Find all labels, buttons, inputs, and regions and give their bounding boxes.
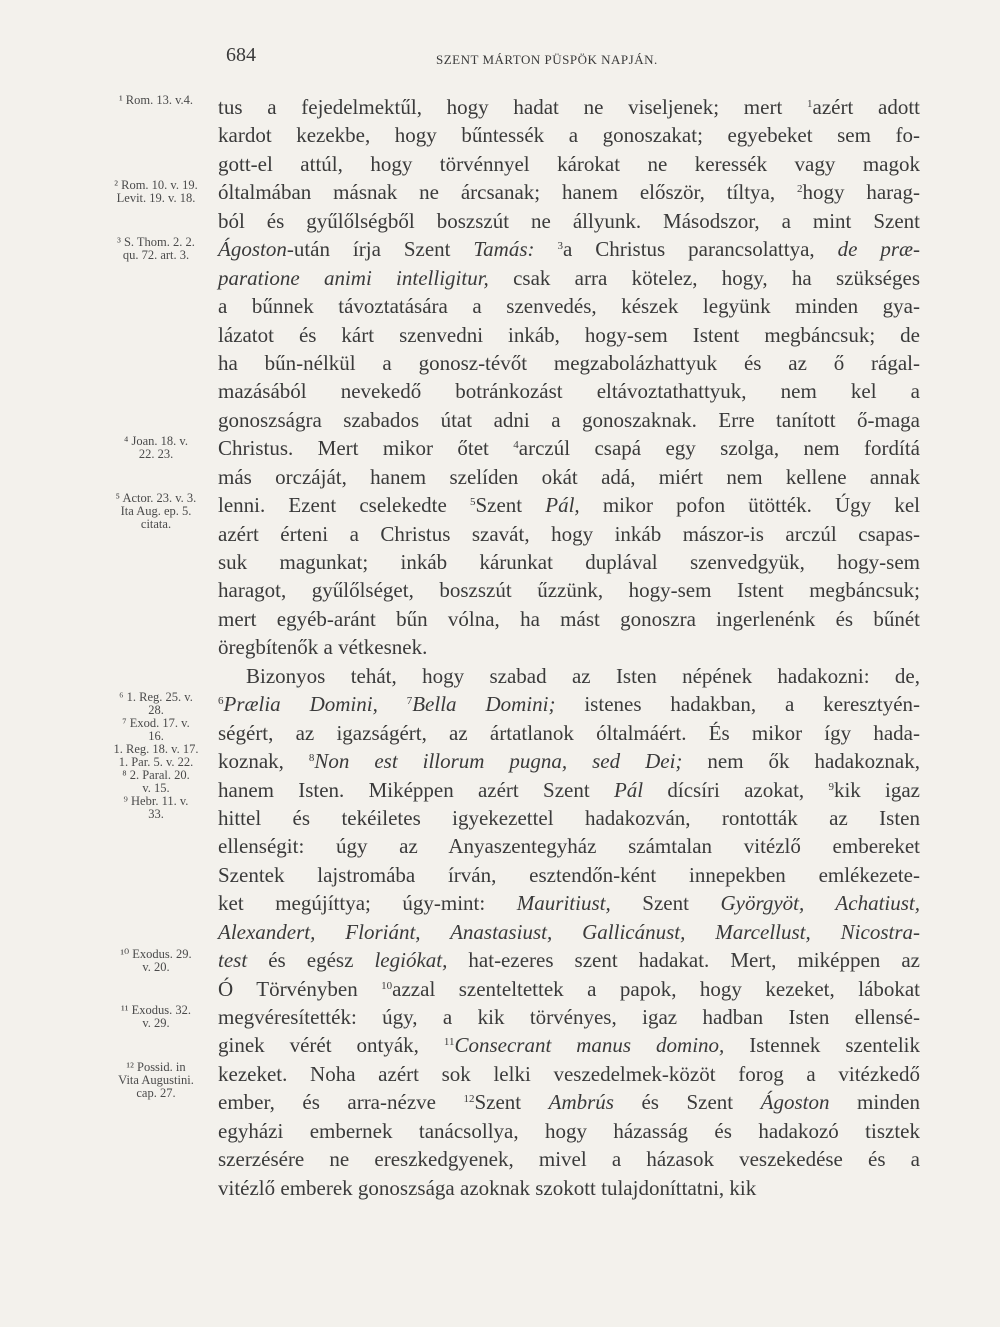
footnote-marker: 1 — [807, 98, 813, 110]
text-segment: és Szent — [613, 1090, 761, 1115]
text-line — [218, 690, 920, 718]
text-line — [218, 633, 920, 661]
margin-note-line: ¹² Possid. in — [126, 1060, 186, 1075]
italic-text: Consecrant manus domino, — [454, 1033, 725, 1058]
body-text — [218, 93, 920, 1202]
footnote-marker: 12 — [463, 1093, 475, 1106]
text-line — [218, 548, 920, 576]
text-segment: a bűnnek távoztatására a szenvedés, készek legyünk minden gya- — [218, 294, 920, 319]
text-line — [218, 93, 920, 121]
text-segment — [535, 237, 558, 261]
footnote-marker: 2 — [797, 183, 803, 196]
text-line — [218, 150, 920, 178]
text-segment: Istennek szentelik — [724, 1033, 920, 1058]
text-segment: öregbítenők a vétkesnek. — [218, 635, 428, 660]
margin-note — [100, 691, 212, 821]
text-segment: ségért, az igazságért, az ártatlanok óltalmáért. És mikor így hada- — [218, 720, 920, 745]
text-segment: arczúl csapá egy szolga, nem fordítá — [518, 436, 920, 461]
italic-text: Non est illorum pugna, sed Dei; — [314, 749, 683, 774]
text-segment: azzal szenteltettek a papok, hogy kezeket, lábokat — [392, 976, 920, 1001]
margin-note-line: ⁵ Actor. 23. v. 3. — [115, 491, 197, 506]
margin-note-line: ⁶ 1. Reg. 25. v. — [119, 690, 193, 705]
text-segment: koznak, — [218, 749, 309, 774]
text-segment: ellenségit: úgy az Anyaszentegyház számtalan vitézlő embereket — [218, 834, 920, 859]
margin-note-line: ⁸ 2. Paral. 20. — [122, 768, 190, 783]
text-segment: ginek vérét ontyák, — [218, 1033, 444, 1058]
margin-note-line: qu. 72. art. 3. — [122, 248, 190, 263]
text-line — [218, 975, 920, 1003]
text-line — [218, 406, 920, 434]
text-segment: azért érteni a Christus szavát, hogy inkáb mászor-is arczúl csapas- — [218, 521, 920, 546]
text-segment: Szent — [474, 1090, 549, 1115]
margin-note — [100, 94, 212, 107]
text-line — [218, 491, 920, 519]
text-line — [218, 520, 920, 548]
text-segment: mikor pofon ütötték. Úgy kel — [579, 493, 920, 518]
text-line — [218, 264, 920, 292]
margin-note-line: v. 20. — [142, 959, 170, 974]
text-segment: hat-ezeres szent hadakat. Mert, miképpen az — [447, 948, 920, 973]
text-line — [218, 662, 920, 690]
text-segment: és egész — [247, 948, 375, 973]
italic-text: legiókat, — [374, 948, 448, 973]
text-line — [218, 463, 920, 491]
margin-note-line: ³ S. Thom. 2. 2. — [117, 235, 195, 250]
text-segment: ha bűn-nélkül a gonosz-tévőt megzabolázhattyuk és az ő rágal- — [218, 350, 920, 375]
text-segment: hogy harag- — [802, 180, 920, 205]
margin-note-line: v. 29. — [142, 1016, 170, 1031]
text-line — [218, 889, 920, 917]
text-line — [218, 1145, 920, 1173]
italic-text: Alexandert, Floriánt, Anastasiust, Gallicánust, Marcellust, Nicostra- — [218, 919, 920, 944]
text-line — [218, 292, 920, 320]
text-segment: kezeket. Noha azért sok lelki veszedelmek-közöt forog a vitézkedő — [218, 1061, 920, 1086]
italic-text: Tamás: — [473, 237, 535, 262]
text-line — [218, 576, 920, 604]
text-segment: lázatot és kárt szenvedni inkáb, hogy-sem Istent megbáncsuk; de — [218, 322, 920, 347]
footnote-marker: 11 — [443, 1036, 455, 1049]
running-title: SZENT MÁRTON PÜSPÖK NAPJÁN. — [436, 52, 658, 67]
footnote-marker: 5 — [469, 496, 476, 509]
text-line — [218, 918, 920, 946]
page-header — [0, 44, 1000, 74]
margin-note-line: ⁴ Joan. 18. v. — [124, 434, 188, 449]
text-line — [218, 747, 920, 775]
text-segment: tus a fejedelmektűl, hogy hadat ne viseljenek; mert — [218, 95, 808, 119]
text-line — [218, 207, 920, 235]
margin-note-line: 28. — [148, 703, 164, 718]
italic-text: paratione animi intelligitur, — [218, 265, 489, 290]
margin-note-line: citata. — [140, 517, 172, 532]
margin-note — [100, 1061, 212, 1100]
text-segment: Christus. Mert mikor őtet — [218, 436, 514, 461]
margin-note-line: Levit. 19. v. 18. — [116, 191, 196, 206]
margin-note-line: Vita Augustini. — [118, 1073, 194, 1088]
text-segment: azért adott — [812, 95, 921, 119]
text-segment: Szent — [475, 493, 546, 518]
page-number: 684 — [226, 44, 256, 66]
text-line — [218, 719, 920, 747]
margin-note-line: ¹¹ Exodus. 32. — [121, 1003, 191, 1018]
margin-note — [100, 435, 212, 461]
footnote-marker: 8 — [308, 752, 315, 765]
text-line — [218, 121, 920, 149]
text-line — [218, 1088, 920, 1116]
italic-text: test — [218, 948, 248, 973]
text-line — [218, 1003, 920, 1031]
text-segment: gott-el attúl, hogy törvénnyel károkat ne keressék vagy magok — [218, 151, 920, 176]
italic-text: Pál, — [545, 493, 580, 518]
text-segment: Bizonyos tehát, hogy szabad az Isten népének hadakozni: de, — [246, 663, 920, 688]
text-segment: kik igaz — [833, 777, 921, 802]
italic-text: Györgyöt, Achatiust, — [720, 891, 920, 916]
text-segment: ember, és arra-nézve — [218, 1090, 464, 1115]
margin-note-line: 33. — [148, 807, 164, 822]
italic-text: Pál — [613, 777, 644, 802]
italic-text: de præ- — [837, 237, 921, 262]
text-line — [218, 861, 920, 889]
italic-text: Mauritiust, — [516, 891, 611, 916]
text-segment: Szentek lajstromába írván, esztendőn-ként innepekben emlékezete- — [218, 862, 920, 887]
text-segment: megvéresítették: úgy, a kik törvényes, igaz hadban Isten ellensé- — [218, 1005, 920, 1029]
text-segment: vitézlő emberek gonoszsága azoknak szokott tulajdoníttatni, kik — [218, 1175, 757, 1200]
italic-text: Ágoston — [218, 237, 287, 262]
margin-note-line: v. 15. — [142, 781, 170, 796]
text-segment: gonoszságra szabados útat adni a gonoszaknak. Erre tanított ő-maga — [218, 407, 920, 432]
footnote-marker: 7 — [406, 695, 413, 708]
margin-note — [100, 492, 212, 531]
italic-text: Bella Domini; — [412, 692, 556, 717]
italic-text: Prælia Domini, — [223, 692, 407, 717]
text-segment: ket megújíttya; úgy-mint: — [218, 891, 517, 916]
footnote-marker: 9 — [828, 780, 834, 793]
italic-text: Ágoston — [760, 1090, 830, 1115]
text-segment: dícsíri azokat, — [643, 777, 829, 802]
text-segment: mazásából nevekedő botránkozást eltávoztathattyuk, nem kel a — [218, 379, 920, 404]
text-segment: kardot kezekbe, hogy bűntessék a gonoszakat; egyebeket sem fo- — [218, 123, 920, 148]
margin-note — [100, 179, 212, 205]
text-segment: ból és gyűlőlségből boszszút ne állyunk. Másodszor, a mint Szent — [218, 208, 920, 233]
text-segment: hittel és tekéiletes igyekezettel hadakozván, rontották az Isten — [218, 805, 920, 830]
text-line — [218, 946, 920, 974]
text-line — [218, 605, 920, 633]
text-segment: nem ők hadakoznak, — [682, 749, 920, 774]
text-segment: a Christus parancsolattya, — [562, 237, 838, 262]
text-segment: szerzésére ne ereszkedgyenek, mivel a házasok veszekedése és a — [218, 1147, 920, 1172]
text-segment: Ó Törvényben — [218, 976, 382, 1001]
text-segment: egyházi embernek tanácsollya, hogy házasság és hadakozó tisztek — [218, 1118, 920, 1143]
footnote-marker: 3 — [557, 240, 563, 253]
text-segment: haragot, gyűlőlséget, boszszút űzzünk, hogy-sem Istent megbáncsuk; — [218, 578, 920, 603]
footnote-marker: 4 — [513, 439, 519, 452]
text-segment: lenni. Ezent cselekedte — [218, 493, 470, 518]
text-segment: suk magunkat; inkáb kárunkat duplával szenvedgyük, hogy-sem — [218, 550, 920, 574]
margin-note-line: cap. 27. — [136, 1086, 176, 1101]
text-segment: csak arra kötelez, hogy, ha szükséges — [488, 265, 920, 290]
margin-note-line: ⁹ Hebr. 11. v. — [123, 794, 189, 809]
text-line — [218, 776, 920, 804]
text-line — [218, 434, 920, 462]
text-segment: istenes hadakban, a keresztyén- — [555, 692, 921, 717]
text-segment: -után írja Szent — [286, 237, 474, 262]
text-segment: minden — [829, 1090, 920, 1115]
text-line — [218, 178, 920, 206]
text-line — [218, 1117, 920, 1145]
footnote-marker: 6 — [218, 695, 224, 708]
text-segment: más orczáját, hanem szelíden okát adá, miért nem kellene annak — [218, 464, 920, 489]
text-segment: Szent — [610, 891, 721, 916]
text-line — [218, 832, 920, 860]
text-line — [218, 804, 920, 832]
text-line — [218, 321, 920, 349]
text-line — [218, 349, 920, 377]
margin-note — [100, 948, 212, 974]
margin-note — [100, 1004, 212, 1030]
margin-note-line: ¹⁰ Exodus. 29. — [120, 946, 192, 961]
text-line — [218, 1031, 920, 1059]
margin-note-line: ¹ Rom. 13. v.4. — [118, 93, 194, 107]
italic-text: Ambrús — [548, 1090, 614, 1115]
text-segment: mert egyéb-aránt bűn vólna, ha mást gonoszra ingerlenénk és bűnét — [218, 606, 920, 631]
text-segment: óltalmában másnak ne árcsanak; hanem először, tíltya, — [218, 180, 797, 205]
margin-note-line: 22. 23. — [138, 447, 174, 462]
margin-note-line: 1. Par. 5. v. 22. — [118, 755, 194, 770]
margin-note-line: ² Rom. 10. v. 19. — [114, 178, 198, 193]
margin-note-line: Ita Aug. ep. 5. — [120, 504, 192, 519]
text-line — [218, 377, 920, 405]
text-line — [218, 1060, 920, 1088]
footnote-marker: 10 — [381, 979, 393, 992]
text-segment: hanem Isten. Miképpen azért Szent — [218, 777, 614, 802]
text-line — [218, 235, 920, 263]
margin-note-line: 16. — [148, 729, 164, 744]
margin-note-line: ⁷ Exod. 17. v. — [122, 716, 190, 731]
text-line — [218, 1174, 920, 1202]
margin-note — [100, 236, 212, 262]
margin-note-line: 1. Reg. 18. v. 17. — [113, 742, 199, 757]
